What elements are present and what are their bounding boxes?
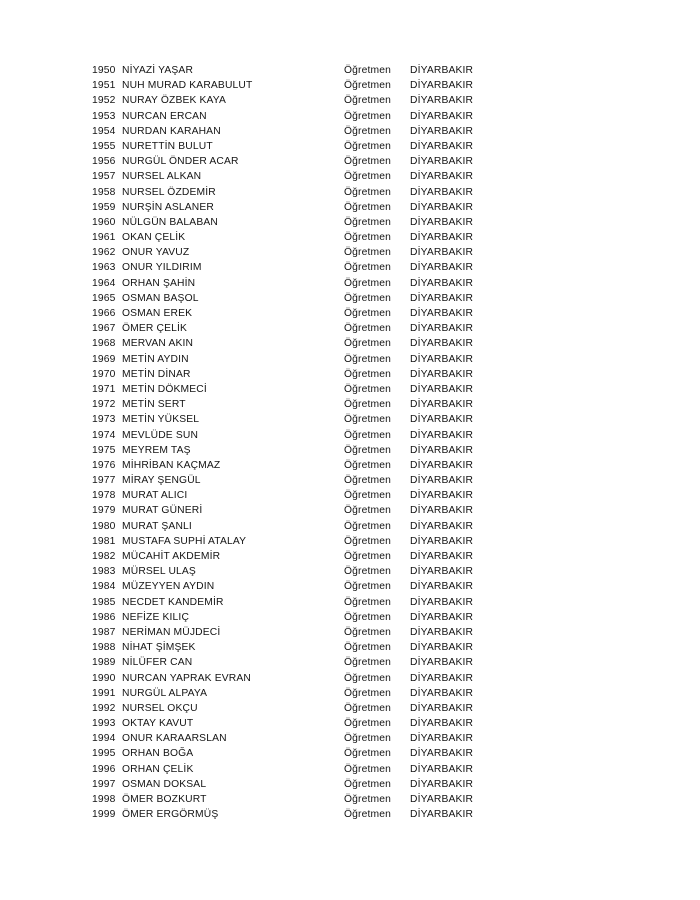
record-city: DİYARBAKIR [410,520,474,532]
record-name: MİRAY ŞENGÜL [122,475,201,487]
record-row [92,382,492,397]
record-city: DİYARBAKIR [410,383,474,395]
record-role: Öğretmen [344,596,391,608]
record-name: METİN SERT [122,399,186,411]
record-name: NUH MURAD KARABULUT [122,80,253,92]
record-row [92,306,492,321]
record-role: Öğretmen [344,277,391,289]
record-city: DİYARBAKIR [410,65,474,76]
record-city: DİYARBAKIR [410,216,474,228]
record-role: Öğretmen [344,186,391,198]
record-number: 1970 [92,368,116,380]
record-role: Öğretmen [344,247,391,259]
record-city: DİYARBAKIR [410,763,474,775]
record-name: NİHAT ŞİMŞEK [122,642,196,654]
record-row [92,458,492,473]
record-number: 1999 [92,809,116,821]
record-role: Öğretmen [344,611,391,623]
record-role: Öğretmen [344,216,391,228]
record-number: 1977 [92,475,116,487]
record-list [92,63,492,822]
record-role: Öğretmen [344,566,391,578]
record-role: Öğretmen [344,551,391,562]
record-role: Öğretmen [344,368,391,380]
record-city: DİYARBAKIR [410,581,474,593]
record-city: DİYARBAKIR [410,95,474,107]
record-role: Öğretmen [344,399,391,411]
record-row [92,185,492,200]
record-row [92,473,492,488]
record-name: OSMAN EREK [122,308,193,319]
record-row [92,777,492,792]
record-name: MÜCAHİT AKDEMİR [122,551,221,562]
record-role: Öğretmen [344,95,391,107]
record-city: DİYARBAKIR [410,186,474,198]
record-number: 1965 [92,292,116,304]
record-name: NURGÜL ALPAYA [122,687,208,699]
record-city: DİYARBAKIR [410,475,474,487]
record-number: 1966 [92,308,116,319]
record-city: DİYARBAKIR [410,566,474,578]
record-row [92,731,492,746]
record-role: Öğretmen [344,794,391,805]
record-row [92,367,492,382]
record-number: 1956 [92,156,116,168]
record-number: 1954 [92,125,116,137]
record-name: NURŞİN ASLANER [122,201,214,213]
record-role: Öğretmen [344,140,391,152]
record-city: DİYARBAKIR [410,110,474,122]
record-number: 1992 [92,702,116,714]
record-role: Öğretmen [344,718,391,730]
record-number: 1959 [92,201,116,213]
record-name: ÖMER ERGÖRMÜŞ [122,809,219,821]
record-row [92,109,492,124]
record-number: 1964 [92,277,116,289]
record-role: Öğretmen [344,733,391,745]
record-name: MİHRİBAN KAÇMAZ [122,459,221,471]
record-number: 1962 [92,247,116,259]
record-row [92,671,492,686]
record-number: 1990 [92,672,116,684]
record-name: MURAT ALICI [122,490,188,502]
record-city: DİYARBAKIR [410,444,474,456]
record-row [92,610,492,625]
record-name: OKTAY KAVUT [122,718,194,730]
record-name: OSMAN BAŞOL [122,292,199,304]
record-row [92,154,492,169]
record-number: 1983 [92,566,116,578]
record-role: Öğretmen [344,642,391,654]
record-number: 1997 [92,778,116,790]
record-name: NEFİZE KILIÇ [122,611,190,623]
record-number: 1951 [92,80,116,92]
record-number: 1982 [92,551,116,562]
record-city: DİYARBAKIR [410,642,474,654]
record-city: DİYARBAKIR [410,353,474,365]
record-role: Öğretmen [344,459,391,471]
record-role: Öğretmen [344,338,391,350]
record-role: Öğretmen [344,763,391,775]
record-role: Öğretmen [344,490,391,502]
record-city: DİYARBAKIR [410,611,474,623]
record-row [92,716,492,731]
record-row [92,549,492,564]
record-row [92,260,492,275]
record-name: MEVLÜDE SUN [122,429,199,441]
record-name: MÜRSEL ULAŞ [122,566,196,578]
record-role: Öğretmen [344,505,391,517]
record-row [92,139,492,154]
record-city: DİYARBAKIR [410,171,474,183]
record-row [92,336,492,351]
record-city: DİYARBAKIR [410,535,474,547]
record-number: 1981 [92,535,116,547]
record-role: Öğretmen [344,809,391,821]
record-role: Öğretmen [344,414,391,426]
record-number: 1991 [92,687,116,699]
record-city: DİYARBAKIR [410,368,474,380]
record-row [92,200,492,215]
record-city: DİYARBAKIR [410,338,474,350]
record-row [92,579,492,594]
record-name: ONUR YAVUZ [122,247,190,259]
record-number: 1995 [92,748,116,760]
record-row [92,686,492,701]
record-row [92,63,492,78]
record-role: Öğretmen [344,778,391,790]
record-name: NECDET KANDEMİR [122,596,224,608]
record-row [92,245,492,260]
record-row [92,276,492,291]
record-row [92,78,492,93]
record-row [92,534,492,549]
record-name: NURDAN KARAHAN [122,125,221,137]
record-name: METİN DİNAR [122,368,191,380]
record-row [92,321,492,336]
record-row [92,215,492,230]
record-role: Öğretmen [344,626,391,638]
record-number: 1968 [92,338,116,350]
record-city: DİYARBAKIR [410,262,474,274]
record-number: 1976 [92,459,116,471]
record-number: 1955 [92,140,116,152]
record-row [92,595,492,610]
record-city: DİYARBAKIR [410,125,474,137]
record-number: 1988 [92,642,116,654]
record-name: ORHAN BOĞA [122,748,194,760]
record-name: NURSEL OKÇU [122,702,198,714]
record-number: 1979 [92,505,116,517]
record-city: DİYARBAKIR [410,596,474,608]
record-city: DİYARBAKIR [410,429,474,441]
record-row [92,169,492,184]
record-role: Öğretmen [344,475,391,487]
record-role: Öğretmen [344,232,391,244]
record-role: Öğretmen [344,292,391,304]
record-role: Öğretmen [344,65,391,76]
record-number: 1952 [92,95,116,107]
record-number: 1958 [92,186,116,198]
record-city: DİYARBAKIR [410,414,474,426]
record-role: Öğretmen [344,171,391,183]
record-number: 1978 [92,490,116,502]
record-number: 1974 [92,429,116,441]
record-role: Öğretmen [344,657,391,669]
record-role: Öğretmen [344,201,391,213]
record-city: DİYARBAKIR [410,156,474,168]
record-city: DİYARBAKIR [410,399,474,411]
record-number: 1953 [92,110,116,122]
record-role: Öğretmen [344,748,391,760]
record-number: 1950 [92,65,116,76]
record-row [92,230,492,245]
record-row [92,443,492,458]
record-number: 1987 [92,626,116,638]
record-role: Öğretmen [344,702,391,714]
record-role: Öğretmen [344,520,391,532]
record-row [92,488,492,503]
record-number: 1963 [92,262,116,274]
record-name: ONUR KARAARSLAN [122,733,227,745]
record-city: DİYARBAKIR [410,201,474,213]
record-name: ORHAN ÇELİK [122,763,194,775]
record-city: DİYARBAKIR [410,657,474,669]
record-name: ÖMER ÇELİK [122,323,188,335]
record-number: 1980 [92,520,116,532]
record-role: Öğretmen [344,581,391,593]
record-city: DİYARBAKIR [410,809,474,821]
record-name: NİLÜFER CAN [122,657,193,669]
record-role: Öğretmen [344,429,391,441]
record-name: NURETTİN BULUT [122,140,213,152]
record-city: DİYARBAKIR [410,140,474,152]
record-city: DİYARBAKIR [410,748,474,760]
record-row [92,807,492,822]
record-row [92,746,492,761]
record-city: DİYARBAKIR [410,232,474,244]
record-row [92,701,492,716]
record-role: Öğretmen [344,687,391,699]
record-name: OKAN ÇELİK [122,232,186,244]
record-number: 1996 [92,763,116,775]
record-row [92,124,492,139]
record-row [92,519,492,534]
record-number: 1986 [92,611,116,623]
record-city: DİYARBAKIR [410,247,474,259]
record-name: NURSEL ÖZDEMİR [122,186,216,198]
record-number: 1993 [92,718,116,730]
record-number: 1985 [92,596,116,608]
record-role: Öğretmen [344,535,391,547]
record-name: ÖMER BOZKURT [122,794,207,805]
record-role: Öğretmen [344,383,391,395]
record-row [92,352,492,367]
record-row [92,412,492,427]
record-row [92,625,492,640]
record-row [92,503,492,518]
record-name: NURAY ÖZBEK KAYA [122,95,227,107]
record-number: 1971 [92,383,116,395]
record-city: DİYARBAKIR [410,794,474,805]
record-row [92,93,492,108]
record-name: MEYREM TAŞ [122,444,191,456]
record-number: 1975 [92,444,116,456]
record-number: 1973 [92,414,116,426]
record-number: 1984 [92,581,116,593]
record-role: Öğretmen [344,262,391,274]
record-city: DİYARBAKIR [410,733,474,745]
record-city: DİYARBAKIR [410,718,474,730]
record-number: 1961 [92,232,116,244]
record-name: NURSEL ALKAN [122,171,202,183]
record-role: Öğretmen [344,672,391,684]
record-role: Öğretmen [344,156,391,168]
record-city: DİYARBAKIR [410,308,474,319]
record-name: METİN AYDIN [122,353,189,365]
record-name: MURAT GÜNERİ [122,505,203,517]
record-row [92,397,492,412]
record-row [92,291,492,306]
record-city: DİYARBAKIR [410,672,474,684]
record-row [92,640,492,655]
record-row [92,762,492,777]
record-row [92,655,492,670]
record-city: DİYARBAKIR [410,551,474,562]
record-name: MÜZEYYEN AYDIN [122,581,215,593]
record-name: METİN DÖKMECİ [122,383,207,395]
record-name: MURAT ŞANLI [122,520,192,532]
record-city: DİYARBAKIR [410,490,474,502]
record-name: OSMAN DOKSAL [122,778,207,790]
record-name: NURCAN ERCAN [122,110,207,122]
record-name: NURCAN YAPRAK EVRAN [122,672,251,684]
record-number: 1998 [92,794,116,805]
record-role: Öğretmen [344,444,391,456]
record-city: DİYARBAKIR [410,292,474,304]
record-city: DİYARBAKIR [410,459,474,471]
record-role: Öğretmen [344,125,391,137]
record-row [92,428,492,443]
record-name: NERİMAN MÜJDECİ [122,626,221,638]
record-name: METİN YÜKSEL [122,414,200,426]
record-city: DİYARBAKIR [410,702,474,714]
record-name: MUSTAFA SUPHİ ATALAY [122,535,247,547]
record-role: Öğretmen [344,110,391,122]
record-city: DİYARBAKIR [410,778,474,790]
record-name: NİYAZİ YAŞAR [122,65,194,76]
record-name: NURGÜL ÖNDER ACAR [122,156,239,168]
record-name: ONUR YILDIRIM [122,262,202,274]
record-city: DİYARBAKIR [410,626,474,638]
record-number: 1989 [92,657,116,669]
record-row [92,564,492,579]
record-city: DİYARBAKIR [410,687,474,699]
record-row [92,792,492,807]
record-role: Öğretmen [344,323,391,335]
record-number: 1960 [92,216,116,228]
record-number: 1969 [92,353,116,365]
record-city: DİYARBAKIR [410,323,474,335]
record-role: Öğretmen [344,308,391,319]
record-name: MERVAN AKIN [122,338,194,350]
record-city: DİYARBAKIR [410,80,474,92]
record-name: ORHAN ŞAHİN [122,277,196,289]
record-city: DİYARBAKIR [410,277,474,289]
record-city: DİYARBAKIR [410,505,474,517]
record-name: NÜLGÜN BALABAN [122,216,218,228]
record-number: 1957 [92,171,116,183]
record-number: 1972 [92,399,116,411]
record-number: 1967 [92,323,116,335]
record-role: Öğretmen [344,353,391,365]
record-number: 1994 [92,733,116,745]
record-role: Öğretmen [344,80,391,92]
